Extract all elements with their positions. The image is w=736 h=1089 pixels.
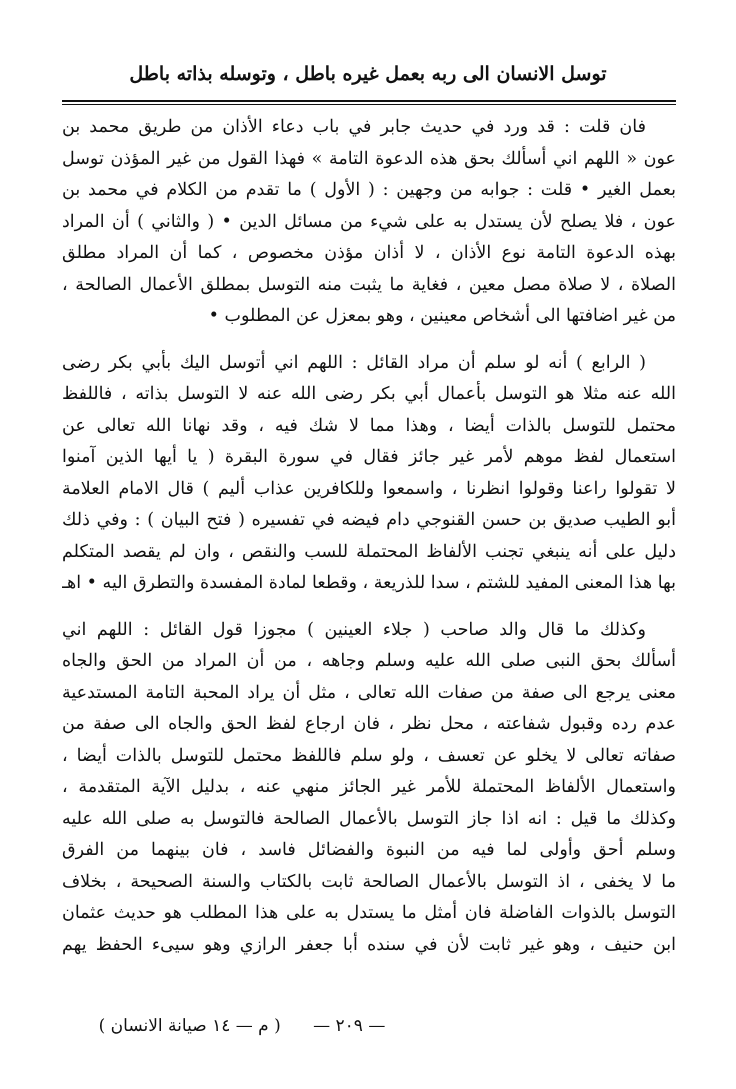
running-header: توسل الانسان الى ربه بعمل غيره باطل ، وتوسله بذاته باطل — [129, 63, 607, 85]
text-line: بعمل الغير • قلت : جوابه من وجهين : ( الأول ) ما تقدم من الكلام في محمد بن — [62, 180, 676, 200]
text-line: صفاته تعالى لا يخلو عن تعسف ، ولو سلم فاللفظ محتمل للتوسل بالذات أيضا ، — [62, 745, 676, 766]
text-line: فان قلت : قد ورد في حديث جابر في باب دعاء الأذان من طريق محمد بن — [62, 117, 646, 137]
text-line: بهذه الدعوة التامة نوع الأذان ، لا أذان مؤذن مخصوص ، كما أن المراد مطلق — [62, 243, 676, 263]
text-line: معنى يرجع الى صفة من صفات الله تعالى ، مثل أن يراد المحبة التامة المستدعية — [62, 682, 676, 703]
text-line: عون « اللهم اني أسألك بحق هذه الدعوة التامة » فهذا القول من غير المؤذن توسل — [62, 148, 676, 169]
text-line: وسلم أحق وأولى لما فيه من النبوة والفضائل فاسد ، فان بينهما من الفرق — [62, 840, 676, 860]
header-rule-thick — [62, 100, 676, 102]
text-line: واستعمال الألفاظ المحتملة للأمر غير الجائز منهي عنه ، بدليل الآية المتقدمة ، — [62, 777, 676, 797]
paragraph-1 — [62, 112, 676, 333]
paragraph-2 — [62, 348, 676, 600]
text-line: عون ، فلا يصلح لأن يستدل به على شيء من مسائل الدين • ( والثاني ) أن المراد — [62, 211, 676, 232]
page-footer — [60, 1012, 424, 1040]
paragraph-3 — [62, 615, 676, 962]
text-line: وكذلك ما قيل : انه اذا جاز التوسل بالأعمال الصالحة فالتوسل به صلى الله عليه — [62, 808, 676, 829]
text-line: لا تقولوا راعنا وقولوا انظرنا ، واسمعوا وللكافرين عذاب أليم ) قال الامام العلامة — [62, 478, 676, 499]
text-line: عدم رده وقبول شفاعته ، محل نظر ، فان ارجاع لفظ الحق والجاه الى صفة من — [62, 714, 676, 734]
text-line: دليل على أنه ينبغي تجنب الألفاظ المحتملة للسب والنقص ، وان لم يقصد المتكلم — [62, 541, 676, 562]
text-line: محتمل للتوسل بالذات أيضا ، وهذا مما لا شك فيه ، وقد نهانا الله تعالى عن — [62, 415, 676, 436]
text-line: استعمال لفظ موهم لأمر غير جائز فقال في سورة البقرة ( يا أيها الذين آمنوا — [62, 447, 676, 467]
signature-mark: ( م — ١٤ صيانة الانسان ) — [98, 1016, 281, 1036]
text-line: أبو الطيب صديق بن حسن القنوجي دام فيضه في تفسيره ( فتح البيان ) : وفي ذلك — [62, 510, 676, 530]
page-number: — ٢٠٩ — — [313, 1016, 386, 1036]
text-line: الصلاة ، لا صلاة مصل معين ، فغاية ما يثبت منه التوسل بمطلق الأعمال الصالحة ، — [62, 274, 676, 295]
text-line: وكذلك ما قال والد صاحب ( جلاء العينين ) مجوزا قول القائل : اللهم اني — [62, 619, 646, 640]
text-line: أسألك بحق النبى صلى الله عليه وسلم وجاهه ، من أن المراد من الحق والجاه — [62, 651, 676, 671]
text-line: بها هذا المعنى المفيد للشتم ، سدا للذريعة ، وقطعا لمادة المفسدة والتطرق اليه • اهـ — [62, 573, 676, 593]
text-line: الله عنه مثلا هو التوسل بأعمال أبي بكر رضى الله عنه لا التوسل بذاته ، فاللفظ — [62, 384, 676, 404]
page-body — [62, 112, 676, 961]
text-line: التوسل بالذوات الفاضلة فان أمثل ما يستدل به على هذا المطلب هو حديث عثمان — [62, 903, 676, 923]
text-line: ابن حنيف ، وهو غير ثابت لأن في سنده أبا جعفر الرازي وهو سيىء الحفظ يهم — [62, 934, 676, 955]
header-rule-thin — [62, 104, 676, 105]
text-line: ( الرابع ) أنه لو سلم أن مراد القائل : اللهم اني أتوسل اليك بأبي بكر رضى — [62, 352, 646, 373]
text-line: ما لا يخفى ، اذ التوسل بالأعمال الصالحة ثابت بالكتاب والسنة الصحيحة ، بخلاف — [62, 871, 676, 892]
text-line: من غير اضافتها الى أشخاص معينين ، وهو بمعزل عن المطلوب • — [208, 306, 676, 326]
